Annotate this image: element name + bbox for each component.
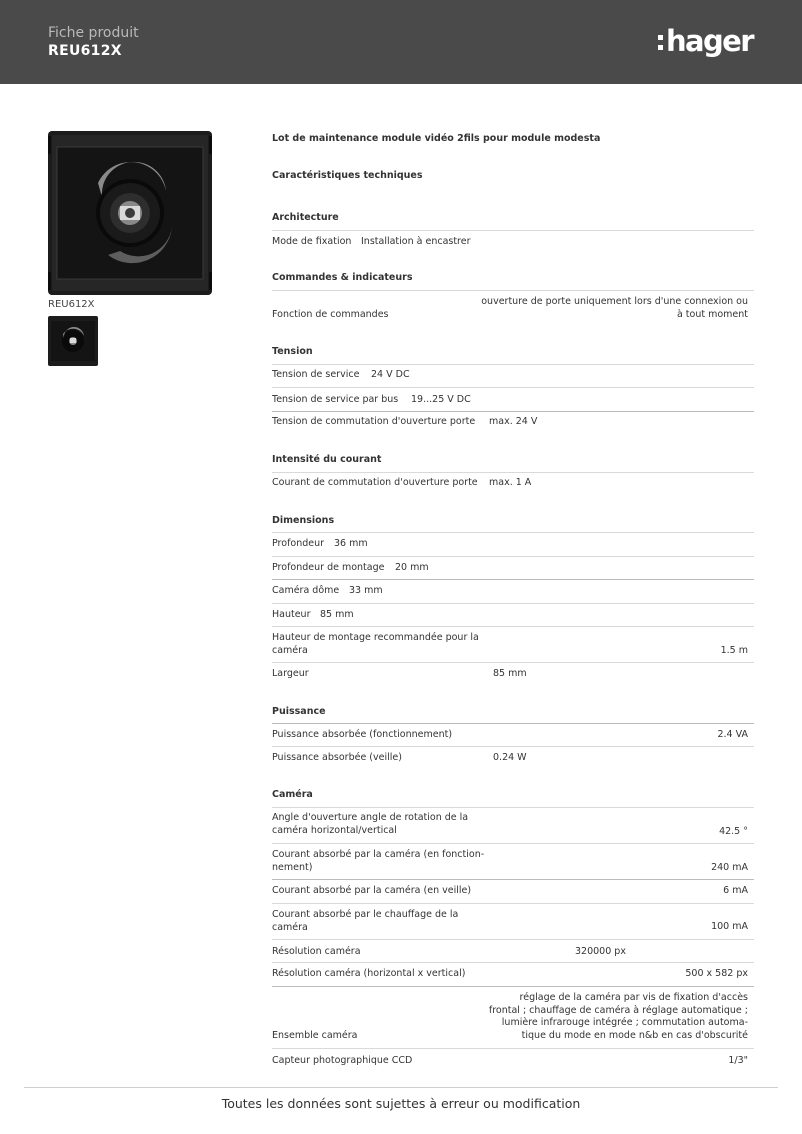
divider (272, 579, 754, 580)
spec-label: Tension de commutation d'ouverture porte (272, 416, 476, 427)
spec-value: Installation à encastrer (361, 236, 471, 247)
spec-value: 1.5 m (720, 645, 748, 656)
spec-value: 24 V DC (371, 369, 410, 380)
divider (272, 411, 754, 412)
spec-label: Courant absorbé par la caméra (en fonction-nement) (272, 849, 485, 873)
spec-value: 0.24 W (493, 752, 527, 763)
divider (272, 939, 754, 940)
divider (272, 556, 754, 557)
divider (272, 626, 754, 627)
spec-value: réglage de la caméra par vis de fixation d'accès frontal ; chauffage de caméra à réglage automatique ; lumière infrarouge intégrée ; commutation automa-tique du mode en mode n&b en cas d'obscurité (488, 992, 748, 1041)
spec-value: 100 mA (711, 921, 748, 932)
spec-label: Tension de service (272, 369, 360, 380)
spec-value: 19...25 V DC (411, 394, 471, 405)
brand-logo (658, 24, 753, 58)
divider (272, 879, 754, 880)
divider (272, 807, 754, 808)
spec-label: Profondeur de montage (272, 562, 385, 573)
image-caption: REU612X (48, 299, 95, 310)
spec-label: Angle d'ouverture angle de rotation de la caméra horizontal/vertical (272, 812, 469, 836)
spec-value: 2.4 VA (717, 729, 748, 740)
spec-label: Tension de service par bus (272, 394, 399, 405)
divider (272, 230, 754, 231)
spec-label: Résolution caméra (horizontal x vertical) (272, 968, 466, 979)
footer-divider (24, 1087, 778, 1088)
divider (272, 843, 754, 844)
product-reference: REU612X (48, 43, 122, 59)
section-dimensions-title: Dimensions (272, 515, 335, 526)
spec-label: Puissance absorbée (veille) (272, 752, 402, 763)
product-image (48, 131, 212, 295)
section-architecture-title: Architecture (272, 212, 339, 223)
section-tension-title: Tension (272, 346, 313, 357)
divider (272, 290, 754, 291)
logo-wordmark: hager (666, 23, 753, 58)
spec-value: 42.5 ° (719, 826, 748, 837)
spec-value: max. 1 A (489, 477, 532, 488)
spec-label: Largeur (272, 668, 309, 679)
logo-dots (658, 35, 663, 50)
spec-value: 20 mm (395, 562, 429, 573)
divider (272, 903, 754, 904)
spec-value: 85 mm (320, 609, 354, 620)
spec-label: Caméra dôme (272, 585, 340, 596)
spec-value: 85 mm (493, 668, 527, 679)
spec-label: Profondeur (272, 538, 325, 549)
section-intensite-title: Intensité du courant (272, 454, 382, 465)
spec-label: Hauteur de montage recommandée pour la caméra (272, 632, 479, 656)
section-puissance-title: Puissance (272, 706, 326, 717)
divider (272, 387, 754, 388)
section-camera-title: Caméra (272, 789, 313, 800)
product-thumbnail[interactable] (48, 316, 98, 366)
spec-label: Mode de fixation (272, 236, 352, 247)
spec-label: Courant absorbé par le chauffage de la caméra (272, 909, 459, 933)
divider (272, 364, 754, 365)
spec-value: max. 24 V (489, 416, 538, 427)
spec-value: 36 mm (334, 538, 368, 549)
section-commandes-title: Commandes & indicateurs (272, 272, 413, 283)
spec-value: 240 mA (711, 862, 748, 873)
footer-disclaimer: Toutes les données sont sujettes à erreur ou modification (221, 1096, 581, 1111)
divider (272, 1048, 754, 1049)
specs-heading: Caractéristiques techniques (272, 170, 423, 181)
spec-label: Ensemble caméra (272, 1030, 358, 1041)
document-type: Fiche produit (48, 25, 139, 41)
spec-value: 320000 px (575, 946, 626, 957)
divider (272, 746, 754, 747)
divider (272, 723, 754, 724)
divider (272, 472, 754, 473)
divider (272, 603, 754, 604)
spec-value: 500 x 582 px (685, 968, 748, 979)
spec-value: ouverture de porte uniquement lors d'une connexion ou à tout moment (481, 296, 748, 320)
product-title: Lot de maintenance module vidéo 2fils pour module modesta (272, 133, 601, 144)
spec-label: Courant absorbé par la caméra (en veille) (272, 885, 472, 896)
spec-label: Fonction de commandes (272, 309, 389, 320)
divider (272, 532, 754, 533)
page-header (0, 0, 802, 84)
spec-label: Résolution caméra (272, 946, 361, 957)
spec-value: 33 mm (349, 585, 383, 596)
divider (272, 962, 754, 963)
divider (272, 986, 754, 987)
spec-label: Capteur photographique CCD (272, 1055, 413, 1066)
spec-label: Courant de commutation d'ouverture porte (272, 477, 478, 488)
divider (272, 662, 754, 663)
spec-value: 1/3" (728, 1055, 748, 1066)
spec-value: 6 mA (723, 885, 748, 896)
spec-label: Puissance absorbée (fonctionnement) (272, 729, 453, 740)
spec-label: Hauteur (272, 609, 311, 620)
